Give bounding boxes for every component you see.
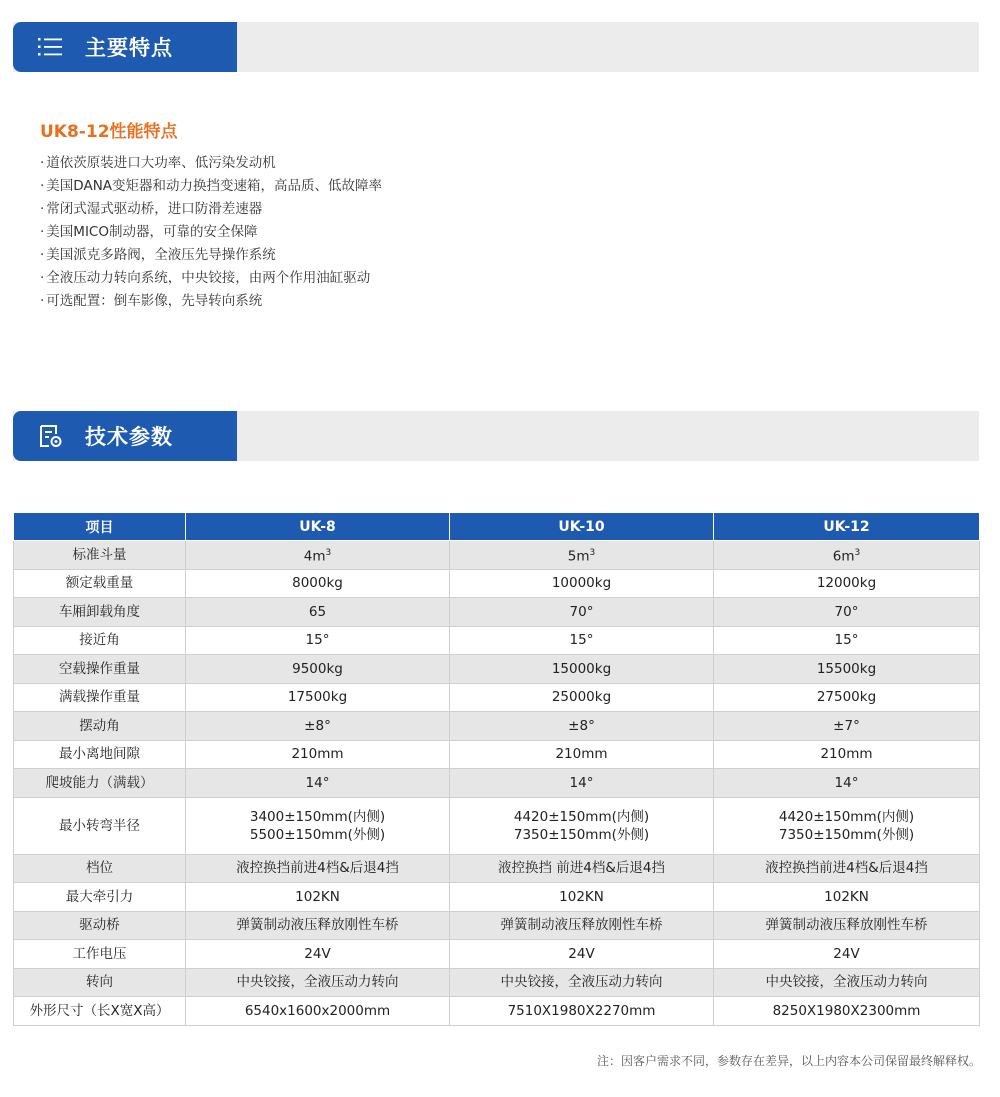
table-cell — [714, 940, 980, 969]
cell-value: 65 — [308, 603, 327, 620]
header-item: 项目 — [14, 513, 186, 541]
row-label: 摆动角 — [14, 712, 186, 741]
table-cell — [450, 569, 714, 598]
cell-value: 4m — [303, 548, 326, 565]
table-cell — [186, 598, 450, 627]
row-label: 最小离地间隙 — [14, 740, 186, 769]
cell-line: 3400±150mm(内侧) — [249, 808, 386, 825]
cell-value: ±8° — [568, 717, 595, 734]
table-cell — [450, 911, 714, 940]
table-cell — [186, 940, 450, 969]
row-label: 档位 — [14, 854, 186, 883]
cell-value: 弹簧制动液压释放刚性车桥 — [236, 917, 399, 934]
table-cell — [714, 797, 980, 854]
header-uk10: UK-10 — [450, 513, 714, 541]
row-label: 转向 — [14, 968, 186, 997]
table-row — [14, 541, 980, 570]
table-cell — [450, 541, 714, 570]
cell-line: 4420±150mm(内侧) — [513, 808, 650, 825]
unit-superscript: 3 — [854, 548, 861, 558]
cell-line: 7350±150mm(外侧) — [778, 826, 915, 843]
cell-value: 14° — [569, 774, 594, 791]
table-cell — [450, 968, 714, 997]
cell-value: 24V — [833, 945, 860, 962]
feature-item: · 美国MICO制动器，可靠的安全保障 — [40, 221, 382, 244]
cell-value: 液控换挡 前进4档&后退4挡 — [498, 860, 665, 877]
table-cell — [450, 997, 714, 1026]
table-cell — [714, 854, 980, 883]
table-cell — [186, 854, 450, 883]
table-cell — [450, 797, 714, 854]
unit-superscript: 3 — [589, 548, 596, 558]
table-cell — [714, 968, 980, 997]
feature-item: · 美国DANA变矩器和动力换挡变速箱，高品质、低故障率 — [40, 175, 382, 198]
cell-line: 4420±150mm(内侧) — [778, 808, 915, 825]
specs-section-bar — [13, 411, 979, 461]
table-cell — [186, 911, 450, 940]
table-cell — [186, 797, 450, 854]
cell-value: 15° — [569, 632, 594, 649]
cell-value: 17500kg — [287, 689, 348, 706]
row-label: 爬坡能力（满载） — [14, 769, 186, 798]
cell-line: 7350±150mm(外侧) — [513, 826, 650, 843]
cell-value: 27500kg — [816, 689, 877, 706]
cell-value: 14° — [305, 774, 330, 791]
table-cell — [714, 655, 980, 684]
cell-value: 210mm — [820, 746, 873, 763]
cell-value: 24V — [304, 945, 331, 962]
table-row — [14, 854, 980, 883]
row-label: 满载操作重量 — [14, 683, 186, 712]
table-row — [14, 940, 980, 969]
row-label: 接近角 — [14, 626, 186, 655]
cell-value: ±7° — [833, 717, 860, 734]
table-cell — [186, 626, 450, 655]
features-tab — [13, 22, 237, 72]
features-section-title: 主要特点 — [85, 36, 173, 60]
table-row — [14, 997, 980, 1026]
table-row — [14, 712, 980, 741]
table-cell — [714, 740, 980, 769]
cell-value: 210mm — [291, 746, 344, 763]
cell-value: 15000kg — [551, 660, 612, 677]
cell-value: 8250X1980X2300mm — [772, 1002, 921, 1019]
table-cell — [186, 569, 450, 598]
table-cell — [450, 655, 714, 684]
cell-value: 15500kg — [816, 660, 877, 677]
specs-tab — [13, 411, 237, 461]
row-label: 工作电压 — [14, 940, 186, 969]
cell-line: 5500±150mm(外侧) — [249, 826, 386, 843]
table-cell — [186, 541, 450, 570]
cell-value: 5m — [567, 548, 590, 565]
row-label: 标准斗量 — [14, 541, 186, 570]
feature-item: · 可选配置：倒车影像，先导转向系统 — [40, 290, 382, 313]
cell-value: 9500kg — [292, 660, 343, 677]
list-icon — [37, 34, 63, 60]
table-cell — [450, 883, 714, 912]
cell-value: 中央铰接，全液压动力转向 — [236, 974, 399, 991]
table-cell — [714, 569, 980, 598]
features-heading: UK8-12性能特点 — [40, 122, 178, 142]
table-cell — [714, 541, 980, 570]
cell-value: 210mm — [555, 746, 608, 763]
table-row — [14, 569, 980, 598]
table-cell — [714, 626, 980, 655]
table-cell — [186, 997, 450, 1026]
row-label: 外形尺寸（长X宽X高） — [14, 997, 186, 1026]
table-cell — [714, 883, 980, 912]
feature-item: · 常闭式湿式驱动桥，进口防滑差速器 — [40, 198, 382, 221]
cell-value: 102KN — [559, 888, 604, 905]
header-uk8: UK-8 — [186, 513, 450, 541]
cell-value: 25000kg — [551, 689, 612, 706]
table-cell — [714, 769, 980, 798]
table-row — [14, 883, 980, 912]
spec-table — [13, 512, 980, 1026]
cell-value: 7510X1980X2270mm — [507, 1002, 656, 1019]
table-cell — [186, 883, 450, 912]
table-cell — [450, 854, 714, 883]
table-cell — [186, 740, 450, 769]
cell-value: 液控换挡前进4档&后退4挡 — [765, 860, 928, 877]
row-label: 额定载重量 — [14, 569, 186, 598]
cell-value: 10000kg — [551, 575, 612, 592]
cell-value: 24V — [568, 945, 595, 962]
footnote: 注：因客户需求不同，参数存在差异，以上内容本公司保留最终解释权。 — [596, 1054, 981, 1068]
row-label: 空载操作重量 — [14, 655, 186, 684]
cell-value: 弹簧制动液压释放刚性车桥 — [765, 917, 928, 934]
table-cell — [450, 740, 714, 769]
row-label: 车厢卸载角度 — [14, 598, 186, 627]
document-settings-icon — [37, 423, 63, 449]
cell-value: 102KN — [295, 888, 340, 905]
cell-value: 6m — [832, 548, 855, 565]
cell-value: 12000kg — [816, 575, 877, 592]
feature-item: · 美国派克多路阀，全液压先导操作系统 — [40, 244, 382, 267]
table-cell — [450, 598, 714, 627]
cell-value: 102KN — [824, 888, 869, 905]
table-cell — [186, 683, 450, 712]
table-cell — [186, 712, 450, 741]
table-cell — [714, 683, 980, 712]
cell-value: 6540x1600x2000mm — [244, 1002, 391, 1019]
features-list — [40, 152, 382, 313]
table-row — [14, 655, 980, 684]
table-cell — [186, 968, 450, 997]
table-cell — [714, 911, 980, 940]
spec-table-header — [14, 513, 980, 541]
table-cell — [450, 712, 714, 741]
cell-value: ±8° — [304, 717, 331, 734]
table-cell — [186, 769, 450, 798]
features-section-bar — [13, 22, 979, 72]
cell-value: 70° — [834, 603, 859, 620]
table-cell — [714, 712, 980, 741]
table-row — [14, 626, 980, 655]
header-uk12: UK-12 — [714, 513, 980, 541]
table-cell — [714, 997, 980, 1026]
specs-section-title: 技术参数 — [85, 425, 173, 449]
row-label: 最小转弯半径 — [14, 797, 186, 854]
row-label: 最大牵引力 — [14, 883, 186, 912]
cell-value: 弹簧制动液压释放刚性车桥 — [500, 917, 663, 934]
feature-item: · 道依茨原装进口大功率、低污染发动机 — [40, 152, 382, 175]
row-label: 驱动桥 — [14, 911, 186, 940]
table-cell — [450, 769, 714, 798]
cell-value: 14° — [834, 774, 859, 791]
unit-superscript: 3 — [325, 548, 332, 558]
table-cell — [450, 683, 714, 712]
table-row — [14, 911, 980, 940]
cell-value: 15° — [834, 632, 859, 649]
cell-value: 70° — [569, 603, 594, 620]
cell-value: 8000kg — [292, 575, 343, 592]
table-cell — [714, 598, 980, 627]
cell-value: 中央铰接，全液压动力转向 — [500, 974, 663, 991]
cell-value: 中央铰接，全液压动力转向 — [765, 974, 928, 991]
table-row — [14, 797, 980, 854]
table-cell — [450, 626, 714, 655]
table-row — [14, 598, 980, 627]
cell-value: 15° — [305, 632, 330, 649]
feature-item: · 全液压动力转向系统，中央铰接，由两个作用油缸驱动 — [40, 267, 382, 290]
table-cell — [186, 655, 450, 684]
table-row — [14, 740, 980, 769]
cell-value: 液控换挡前进4档&后退4挡 — [236, 860, 399, 877]
table-row — [14, 968, 980, 997]
table-row — [14, 769, 980, 798]
table-row — [14, 683, 980, 712]
table-cell — [450, 940, 714, 969]
